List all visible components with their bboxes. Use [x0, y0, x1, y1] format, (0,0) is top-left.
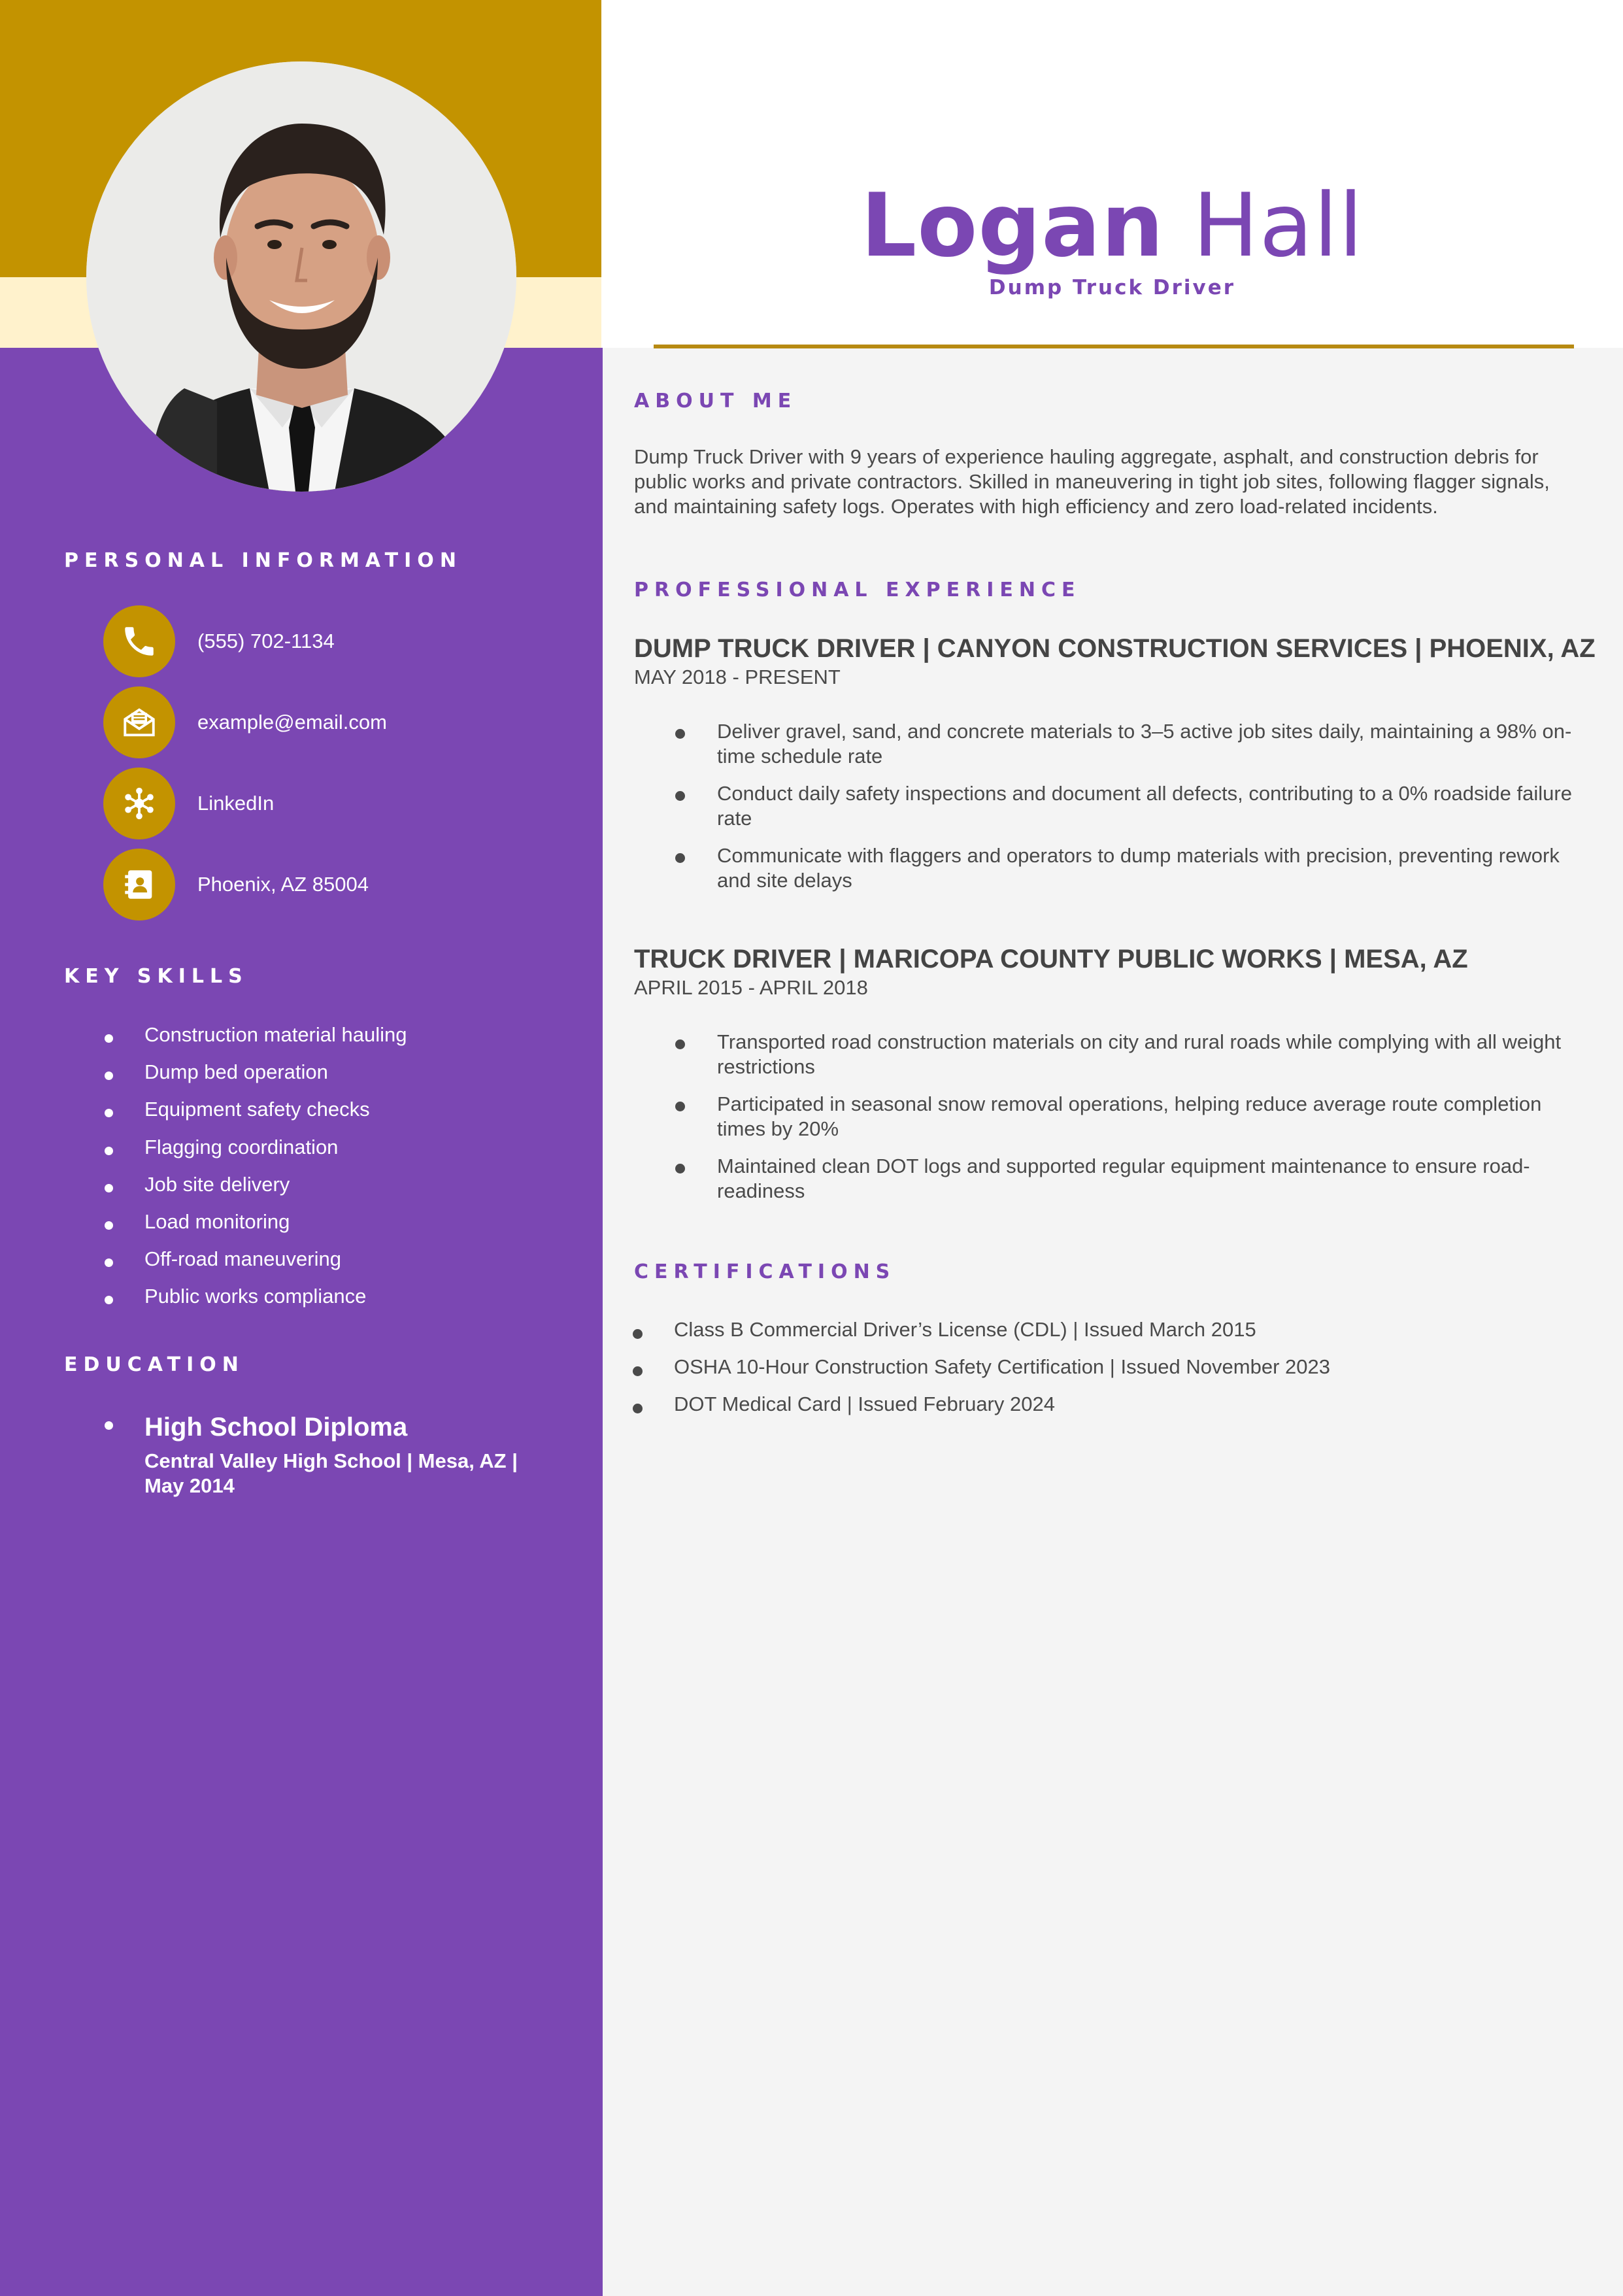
contact-phone	[103, 605, 335, 677]
list-item: Flagging coordination	[105, 1131, 407, 1168]
last-name: Hall	[1192, 175, 1364, 277]
degree: High School Diploma	[144, 1413, 408, 1442]
about-text: Dump Truck Driver with 9 years of experience hauling aggregate, asphalt, and construction debris for public works and private contractors. Skilled in maneuvering in tight job sites, following flagger signals, and maintaining safety logs. Operates with high efficiency and zero load-related incidents.	[634, 445, 1550, 518]
list-item: Transported road construction materials on city and rural roads while complying with all weight restrictions	[675, 1030, 1577, 1079]
list-item: Conduct daily safety inspections and document all defects, contributing to a 0% roadside failure rate	[675, 781, 1577, 831]
list-item: Communicate with flaggers and operators to dump materials with precision, preventing rework and site delays	[675, 843, 1577, 893]
skills-list	[105, 1019, 407, 1318]
list-item: Public works compliance	[105, 1280, 407, 1317]
education-heading: EDUCATION	[64, 1353, 244, 1376]
bullet	[105, 1421, 113, 1430]
linkedin-network-icon	[103, 768, 175, 839]
location: Phoenix, AZ 85004	[197, 873, 369, 896]
experience-heading: PROFESSIONAL EXPERIENCE	[634, 579, 1081, 601]
certifications-heading: CERTIFICATIONS	[634, 1260, 896, 1283]
contact-address	[103, 849, 369, 920]
name-header	[601, 177, 1623, 299]
portrait-illustration	[86, 61, 516, 492]
job-dates: MAY 2018 - PRESENT	[634, 666, 841, 688]
email-icon	[103, 686, 175, 758]
phone-number: (555) 702-1134	[197, 630, 335, 652]
job-title: Dump Truck Driver	[988, 276, 1236, 299]
job-dates: APRIL 2015 - APRIL 2018	[634, 976, 868, 999]
list-item: Job site delivery	[105, 1168, 407, 1206]
job-bullets	[675, 1030, 1577, 1216]
phone-icon	[103, 605, 175, 677]
education-entry	[105, 1411, 536, 1498]
list-item: DOT Medical Card | Issued February 2024	[633, 1389, 1330, 1426]
job-heading: DUMP TRUCK DRIVER | CANYON CONSTRUCTION SERVICES | PHOENIX, AZ	[634, 634, 1596, 663]
school: Central Valley High School | Mesa, AZ | May 2014	[144, 1449, 518, 1497]
address-icon	[103, 849, 175, 920]
profile-photo	[86, 61, 516, 492]
first-name: Logan	[860, 175, 1165, 277]
list-item: Equipment safety checks	[105, 1093, 407, 1130]
candidate-name	[601, 177, 1623, 275]
key-skills-heading: KEY SKILLS	[64, 965, 248, 988]
list-item: Load monitoring	[105, 1206, 407, 1243]
job-heading: TRUCK DRIVER | MARICOPA COUNTY PUBLIC WORKS | MESA, AZ	[634, 945, 1468, 973]
contact-email	[103, 686, 387, 758]
linkedin-link[interactable]: LinkedIn	[197, 792, 275, 815]
list-item: Class B Commercial Driver’s License (CDL) | Issued March 2015	[633, 1314, 1330, 1351]
email-address: example@email.com	[197, 711, 387, 734]
certifications-list	[633, 1314, 1330, 1426]
list-item: Maintained clean DOT logs and supported regular equipment maintenance to ensure road-readiness	[675, 1154, 1577, 1204]
list-item: Participated in seasonal snow removal operations, helping reduce average route completion times by 20%	[675, 1092, 1577, 1141]
about-me-heading: ABOUT ME	[634, 390, 797, 413]
header-divider	[654, 345, 1574, 348]
contact-linkedin	[103, 768, 274, 839]
list-item: Deliver gravel, sand, and concrete materials to 3–5 active job sites daily, maintaining a 98% on-time schedule rate	[675, 719, 1577, 769]
job-bullets	[675, 719, 1577, 905]
list-item: Construction material hauling	[105, 1019, 407, 1056]
personal-info-heading: PERSONAL INFORMATION	[64, 549, 462, 572]
list-item: Off-road maneuvering	[105, 1243, 407, 1280]
list-item: OSHA 10-Hour Construction Safety Certification | Issued November 2023	[633, 1351, 1330, 1389]
list-item: Dump bed operation	[105, 1056, 407, 1093]
